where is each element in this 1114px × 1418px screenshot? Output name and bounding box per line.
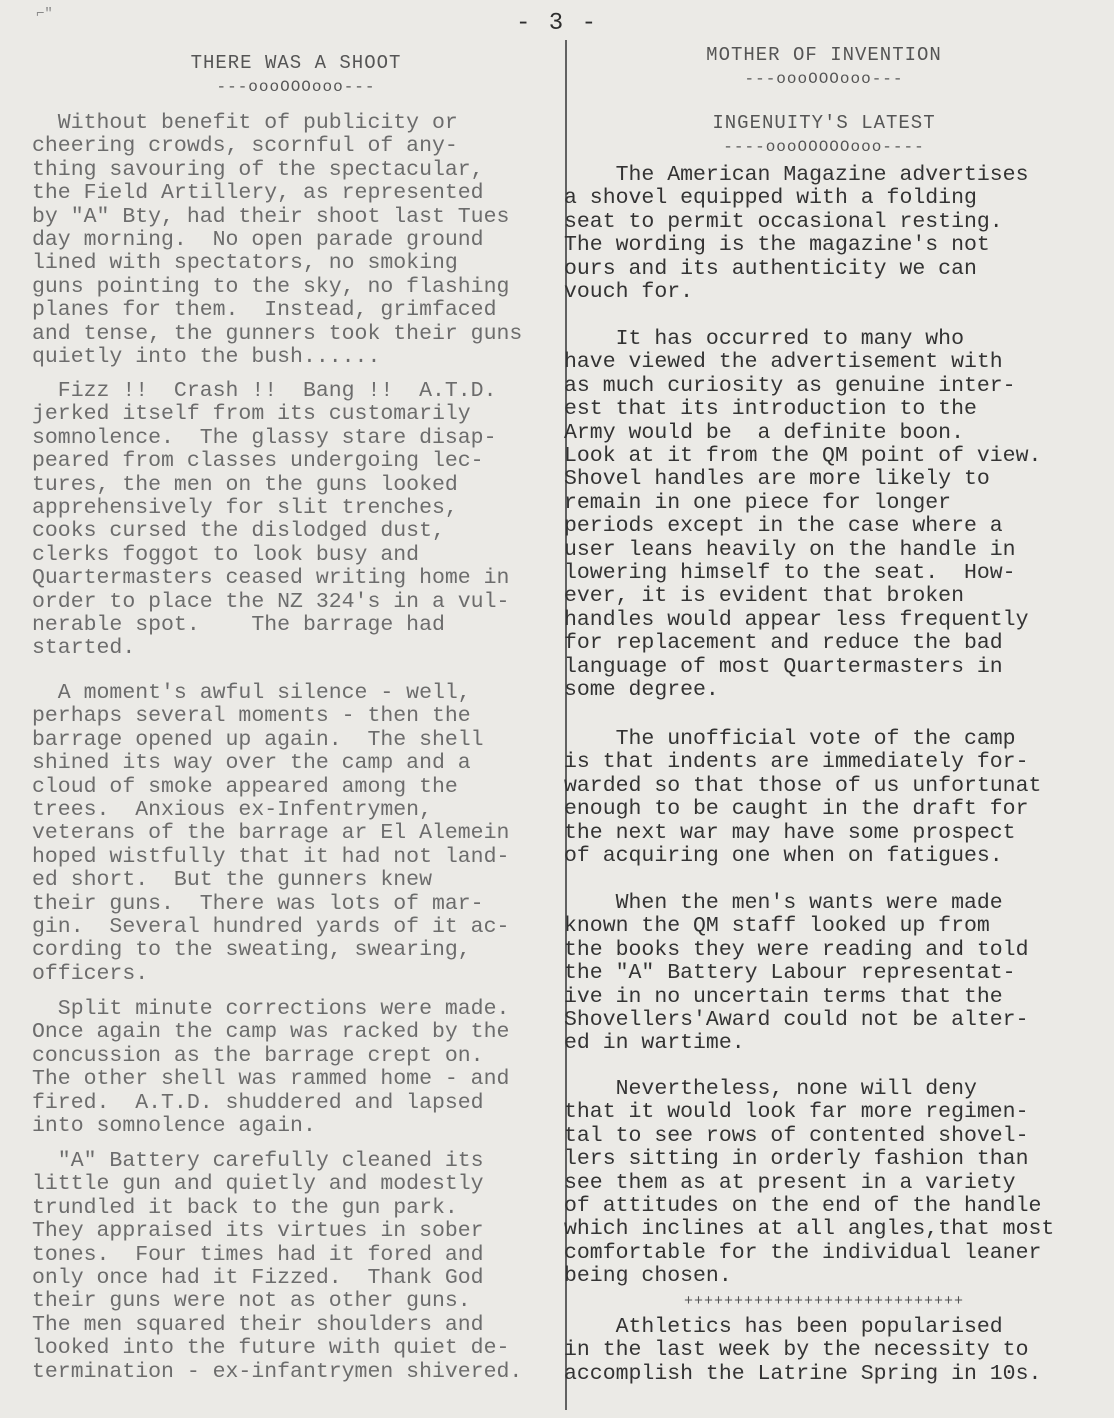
title-ornament: ---oooOOOooo---	[216, 78, 376, 96]
text-line: gin. Several hundred yards of it ac-	[32, 915, 510, 940]
text-line: shined its way over the camp and a	[32, 751, 471, 776]
corner-mark: ⌐"	[36, 6, 53, 22]
paragraph	[32, 112, 560, 369]
separator-line: ++++++++++++++++++++++++++++	[683, 1293, 965, 1310]
paragraph	[564, 1316, 1084, 1386]
text-line: for replacement and reduce the bad	[564, 631, 1003, 656]
text-line: which inclines at all angles,that most	[564, 1217, 1055, 1242]
text-line: handles would appear less frequently	[564, 607, 1029, 632]
text-line: is that indents are immediately for-	[564, 750, 1029, 775]
text-line: Shovel handles are more likely to	[564, 467, 990, 492]
text-line: looked into the future with quiet de-	[32, 1336, 510, 1361]
text-line: accomplish the Latrine Spring in 10s.	[564, 1361, 1042, 1386]
text-line: some degree.	[564, 678, 719, 703]
text-line: perhaps several moments - then the	[32, 704, 471, 729]
text-line: language of most Quartermasters in	[564, 654, 1003, 679]
text-line: Split minute corrections were made.	[32, 997, 510, 1021]
text-line: fired. A.T.D. shuddered and lapsed	[32, 1090, 484, 1115]
text-line: comfortable for the individual leaner	[564, 1240, 1042, 1265]
text-line: The unofficial vote of the camp	[564, 727, 1016, 751]
text-line: as much curiosity as genuine inter-	[564, 373, 1016, 398]
text-line: The wording is the magazine's not	[564, 233, 990, 258]
text-line: ive in no uncertain terms that the	[564, 984, 1003, 1009]
text-line: Fizz !! Crash !! Bang !! A.T.D.	[32, 379, 497, 403]
text-line: their guns were not as other guns.	[32, 1289, 471, 1314]
text-line: Look at it from the QM point of view.	[564, 444, 1042, 469]
text-line: known the QM staff looked up from	[564, 914, 990, 939]
text-line: the "A" Battery Labour representat-	[564, 961, 1016, 986]
text-line: A moment's awful silence - well,	[32, 681, 471, 705]
text-line: into somnolence again.	[32, 1114, 316, 1139]
text-line: planes for them. Instead, grimfaced	[32, 298, 497, 323]
text-line: "A" Battery carefully cleaned its	[32, 1149, 484, 1173]
paragraph	[32, 380, 560, 661]
text-line: in the last week by the necessity to	[564, 1338, 1029, 1363]
text-line: Army would be a definite boon.	[564, 420, 964, 445]
text-line: Once again the camp was racked by the	[32, 1020, 510, 1045]
title-ornament: ---oooOOOooo---	[744, 70, 904, 88]
text-line: cloud of smoke appeared among the	[32, 774, 458, 799]
text-line: barrage opened up again. The shell	[32, 727, 484, 752]
text-line: the books they were reading and told	[564, 937, 1029, 962]
text-line: warded so that those of us unfortunat	[564, 773, 1042, 798]
text-line: have viewed the advertisement with	[564, 350, 1003, 375]
paragraph	[564, 328, 1084, 703]
text-line: Shovellers'Award could not be alter-	[564, 1008, 1029, 1033]
paragraph	[32, 682, 560, 986]
paragraph	[564, 728, 1084, 868]
text-line: order to place the NZ 324's in a vul-	[32, 589, 510, 614]
paragraph	[32, 998, 560, 1138]
text-line: the next war may have some prospect	[564, 820, 1016, 845]
text-line: The American Magazine advertises	[564, 163, 1029, 187]
text-line: Quartermasters ceased writing home in	[32, 566, 510, 591]
text-line: Without benefit of publicity or	[32, 111, 458, 135]
text-line: and tense, the gunners took their guns	[32, 321, 523, 346]
text-line: apprehensively for slit trenches,	[32, 496, 458, 521]
text-line: concussion as the barrage crept on.	[32, 1043, 484, 1068]
text-line: user leans heavily on the handle in	[564, 537, 1016, 562]
text-line: of attitudes on the end of the handle	[564, 1194, 1042, 1219]
text-line: veterans of the barrage ar El Alemein	[32, 821, 510, 846]
text-line: lers sitting in orderly fashion than	[564, 1147, 1029, 1172]
text-line: the Field Artillery, as represented	[32, 181, 484, 206]
text-line: by "A" Bty, had their shoot last Tues	[32, 204, 510, 229]
subtitle-ornament: ----oooOOOOOooo----	[723, 138, 925, 156]
text-line: peared from classes undergoing lec-	[32, 449, 484, 474]
text-line: only once had it Fizzed. Thank God	[32, 1266, 484, 1291]
text-line: vouch for.	[564, 280, 694, 305]
text-line: guns pointing to the sky, no flashing	[32, 274, 510, 299]
text-line: thing savouring of the spectacular,	[32, 157, 484, 182]
text-line: being chosen.	[564, 1264, 732, 1289]
text-line: officers.	[32, 961, 149, 986]
text-line: trees. Anxious ex-Infentrymen,	[32, 798, 432, 823]
text-line: cording to the sweating, swearing,	[32, 938, 471, 963]
paragraph	[564, 1078, 1084, 1289]
text-line: of acquiring one when on fatigues.	[564, 844, 1003, 869]
text-line: est that its introduction to the	[564, 397, 977, 422]
text-line: hoped wistfully that it had not land-	[32, 844, 510, 869]
text-line: Nevertheless, none will deny	[564, 1077, 977, 1101]
text-line: tones. Four times had it fored and	[32, 1242, 484, 1267]
text-line: When the men's wants were made	[564, 891, 1003, 915]
text-line: ed short. But the gunners knew	[32, 868, 432, 893]
text-line: started.	[32, 636, 136, 661]
article-subtitle: INGENUITY'S LATEST	[712, 112, 936, 134]
text-line: nerable spot. The barrage had	[32, 613, 445, 638]
text-line: trundled it back to the gun park.	[32, 1195, 458, 1220]
text-line: see them as at present in a variety	[564, 1170, 1016, 1195]
text-line: ours and its authenticity we can	[564, 256, 977, 281]
text-line: jerked itself from its customarily	[32, 402, 471, 427]
text-line: The other shell was rammed home - and	[32, 1067, 510, 1092]
text-line: quietly into the bush......	[32, 345, 381, 370]
text-line: tures, the men on the guns looked	[32, 472, 458, 497]
text-line: seat to permit occasional resting.	[564, 209, 1003, 234]
article-title: MOTHER OF INVENTION	[706, 44, 942, 66]
page-number: - 3 -	[515, 10, 598, 37]
text-line: tal to see rows of contented shovel-	[564, 1123, 1029, 1148]
text-line: somnolence. The glassy stare disap-	[32, 425, 497, 450]
text-line: cooks cursed the dislodged dust,	[32, 519, 445, 544]
text-line: ever, it is evident that broken	[564, 584, 964, 609]
text-line: cheering crowds, scornful of any-	[32, 134, 458, 159]
paragraph	[564, 892, 1084, 1056]
text-line: a shovel equipped with a folding	[564, 186, 977, 211]
text-line: enough to be caught in the draft for	[564, 797, 1029, 822]
text-line: termination - ex-infantrymen shivered.	[32, 1359, 523, 1384]
text-line: Athletics has been popularised	[564, 1315, 1003, 1339]
text-line: remain in one piece for longer	[564, 490, 952, 515]
paragraph	[32, 1150, 560, 1384]
text-line: periods except in the case where a	[564, 514, 1003, 539]
text-line: day morning. No open parade ground	[32, 228, 484, 253]
text-line: The men squared their shoulders and	[32, 1312, 484, 1337]
text-line: lowering himself to the seat. How-	[564, 561, 1016, 586]
text-line: They appraised its virtues in sober	[32, 1219, 484, 1244]
article-title: THERE WAS A SHOOT	[190, 52, 402, 74]
text-line: lined with spectators, no smoking	[32, 251, 458, 276]
paragraph	[564, 164, 1084, 304]
text-line: little gun and quietly and modestly	[32, 1172, 484, 1197]
text-line: their guns. There was lots of mar-	[32, 891, 484, 916]
text-line: It has occurred to many who	[564, 327, 964, 351]
text-line: clerks foggot to look busy and	[32, 542, 420, 567]
text-line: ed in wartime.	[564, 1031, 745, 1056]
text-line: that it would look far more regimen-	[564, 1100, 1029, 1125]
